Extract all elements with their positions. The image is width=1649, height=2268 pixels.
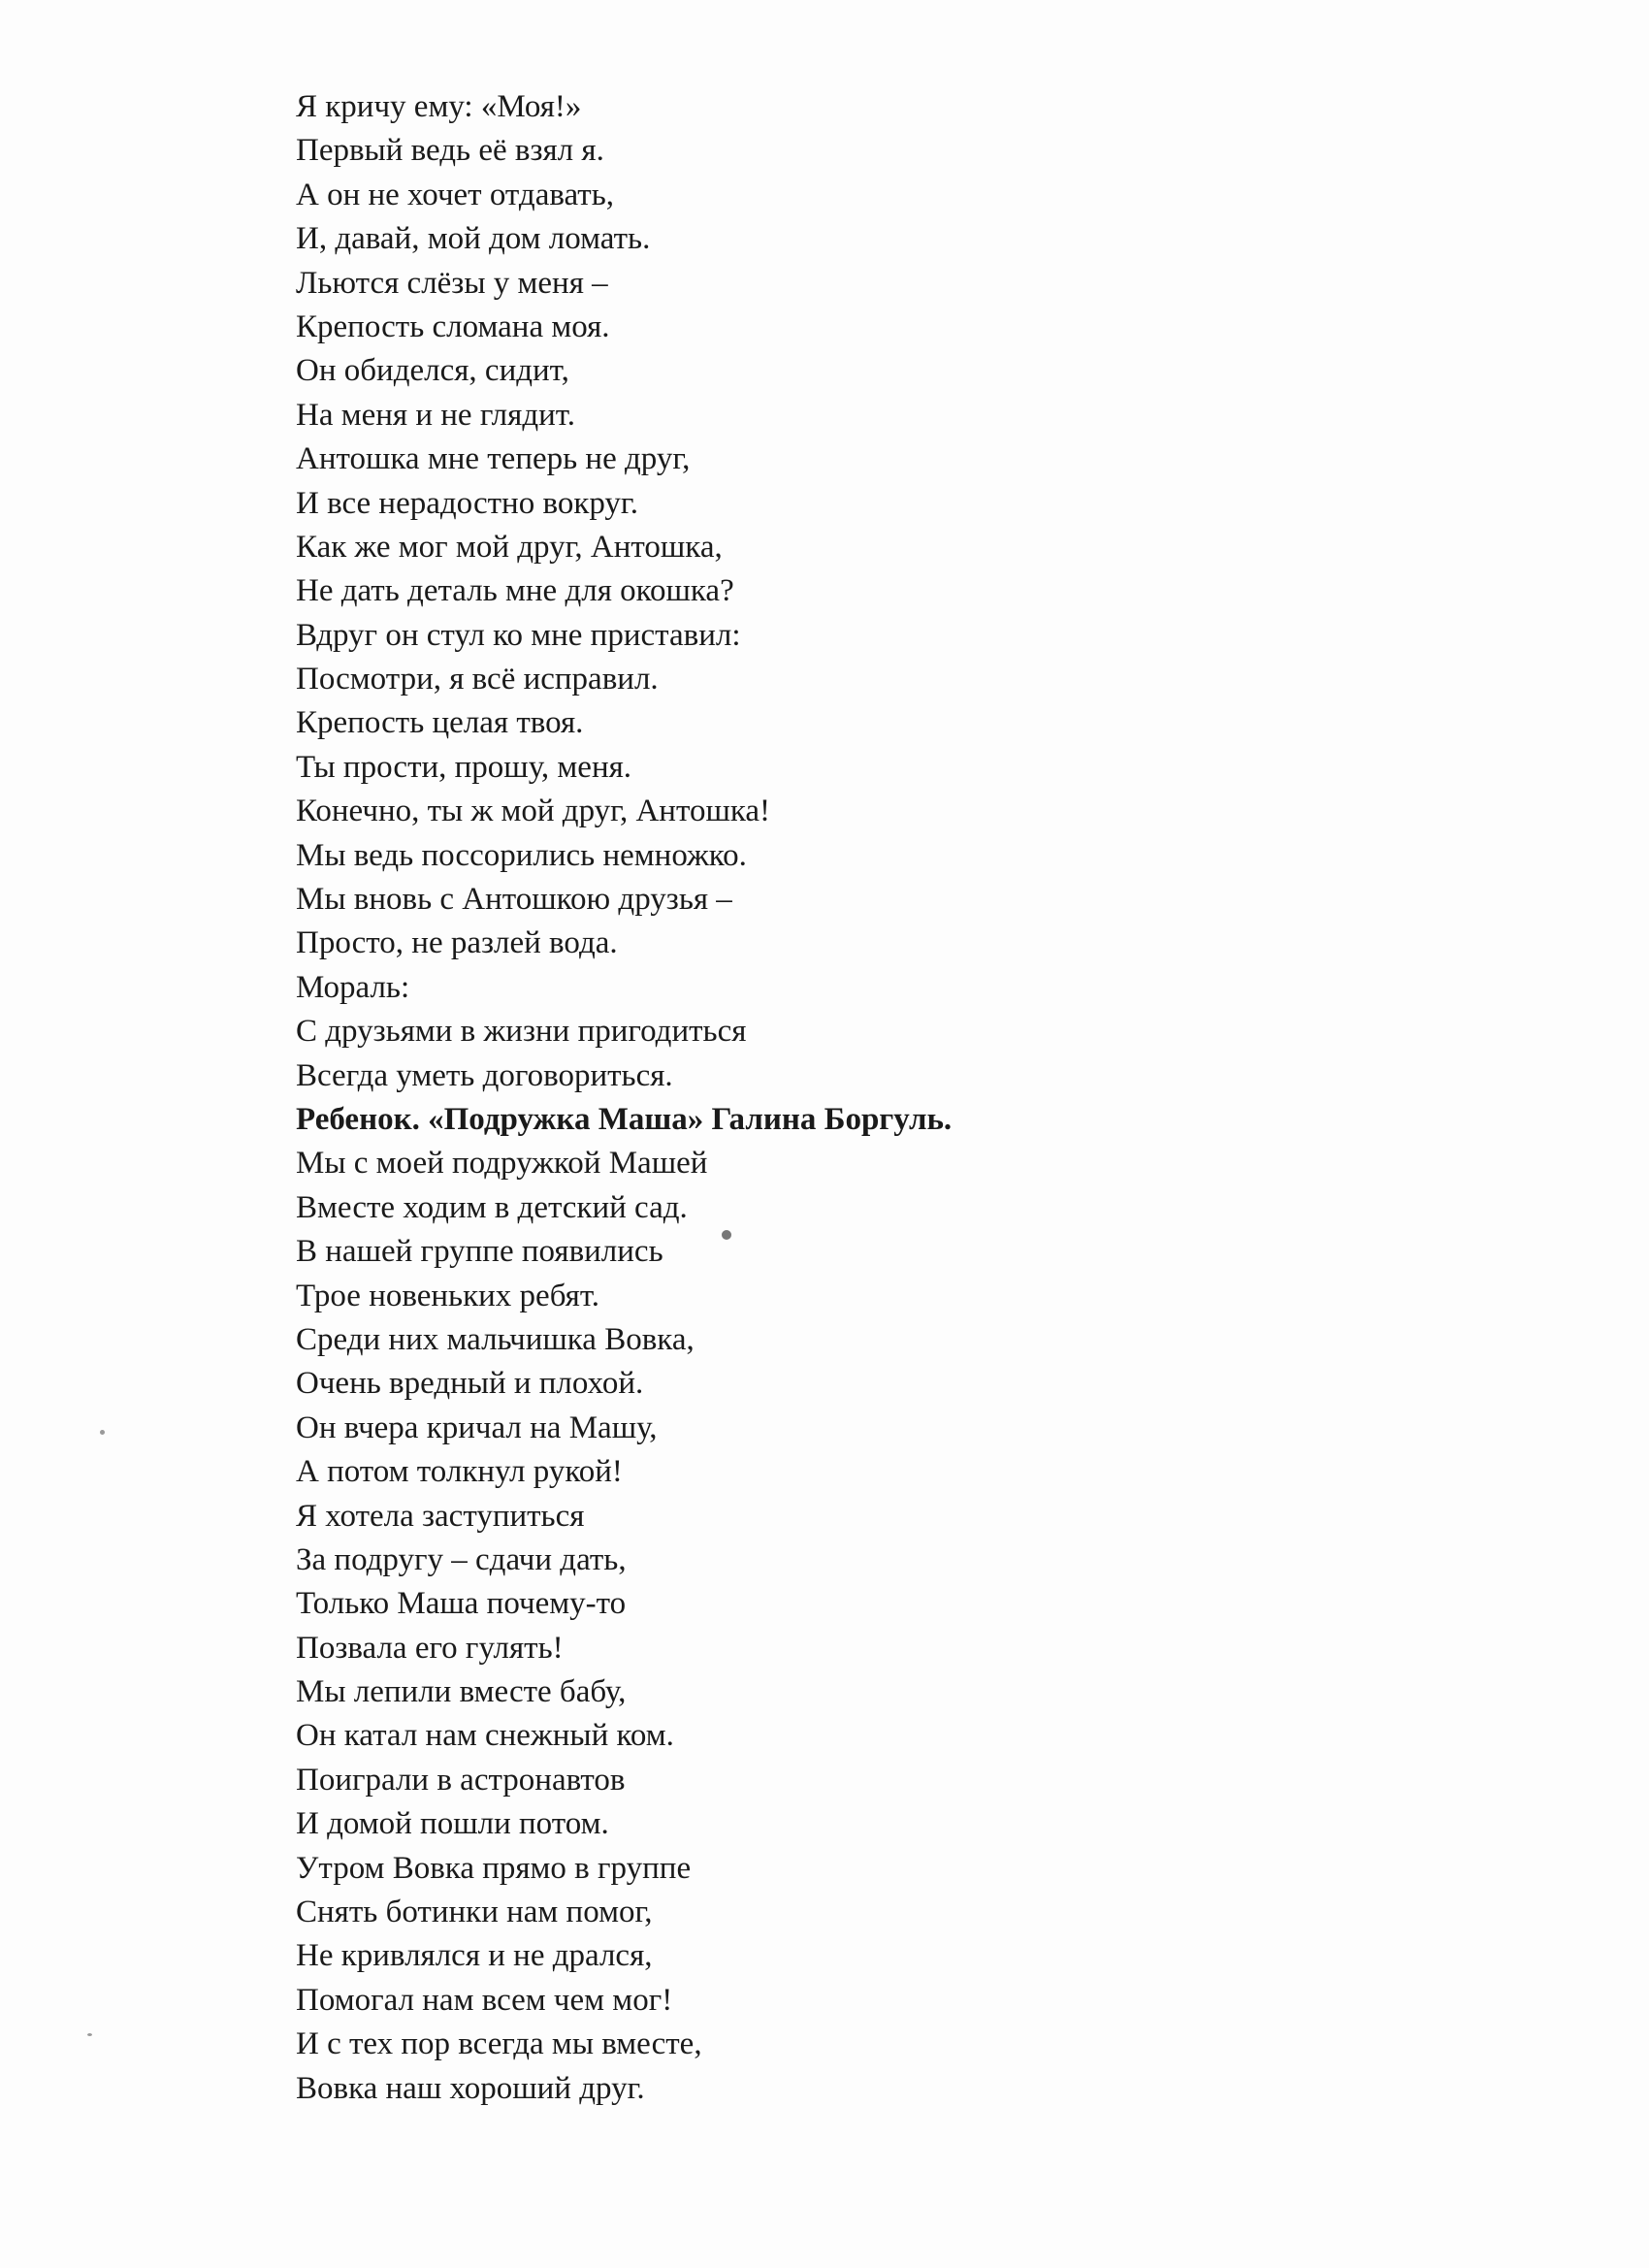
poem-line: И с тех пор всегда мы вместе, (296, 2026, 702, 2062)
poem-title-heading: Ребенок. «Подружка Маша» Галина Боргуль. (296, 1101, 953, 1137)
poem-line: Не дать деталь мне для окошка? (296, 573, 734, 609)
poem-line: Вместе ходим в детский сад. (296, 1189, 688, 1225)
poem-line: И, давай, мой дом ломать. (296, 221, 651, 257)
poem-line: В нашей группе появились (296, 1234, 663, 1270)
poem-line: Мы с моей подружкой Машей (296, 1146, 708, 1182)
poem-line: Утром Вовка прямо в группе (296, 1850, 692, 1886)
poem-line: Не кривлялся и не дрался, (296, 1938, 653, 1974)
poem-line: Как же мог мой друг, Антошка, (296, 529, 723, 565)
poem-line: Он вчера кричал на Машу, (296, 1409, 658, 1445)
poem-line: Поиграли в астронавтов (296, 1762, 626, 1798)
poem-line: Снять ботинки нам помог, (296, 1895, 653, 1930)
poem-line: И домой пошли потом. (296, 1806, 609, 1842)
poem-line: Антошка мне теперь не друг, (296, 441, 691, 477)
poem-line: На меня и не глядит. (296, 397, 575, 433)
poem-line: Среди них мальчишка Вовка, (296, 1321, 695, 1357)
poem-line: Крепость сломана моя. (296, 308, 610, 344)
poem-line: Очень вредный и плохой. (296, 1366, 644, 1402)
poem-line: Только Маша почему-то (296, 1586, 627, 1622)
moral-line: Всегда уметь договориться. (296, 1057, 673, 1093)
poem-line: Вовка наш хороший друг. (296, 2070, 645, 2106)
poem-line: Мы вновь с Антошкою друзья – (296, 882, 732, 918)
moral-line: С друзьями в жизни пригодиться (296, 1014, 747, 1050)
poem-line: Льются слёзы у меня – (296, 265, 608, 301)
poem-line: Мы ведь поссорились немножко. (296, 837, 747, 873)
poem-line: Он обиделся, сидит, (296, 353, 569, 389)
poem-text (296, 85, 1363, 2111)
poem-line: И все нерадостно вокруг. (296, 485, 638, 521)
poem-line: Он катал нам снежный ком. (296, 1718, 674, 1754)
poem-line: Я кричу ему: «Моя!» (296, 89, 582, 124)
poem-line: Конечно, ты ж мой друг, Антошка! (296, 794, 771, 829)
poem-line: Помогал нам всем чем мог! (296, 1982, 673, 2018)
poem-line: Первый ведь её взял я. (296, 133, 604, 169)
poem-line: Посмотри, я всё исправил. (296, 662, 659, 697)
poem-line: Позвала его гулять! (296, 1630, 564, 1666)
poem-line: За подругу – сдачи дать, (296, 1541, 627, 1577)
moral-heading: Мораль: (296, 969, 410, 1005)
poem-line: Вдруг он стул ко мне приставил: (296, 617, 741, 653)
poem-line: Ты прости, прошу, меня. (296, 749, 632, 785)
poem-line: Крепость целая твоя. (296, 705, 584, 741)
poem-line: Просто, не разлей вода. (296, 925, 618, 961)
scan-speck (87, 2033, 92, 2036)
poem-line: Я хотела заступиться (296, 1498, 585, 1534)
scan-speck (100, 1430, 105, 1435)
poem-line: А он не хочет отдавать, (296, 177, 615, 212)
poem-line: А потом толкнул рукой! (296, 1454, 623, 1490)
poem-line: Трое новеньких ребят. (296, 1278, 600, 1313)
poem-line: Мы лепили вместе бабу, (296, 1674, 627, 1710)
